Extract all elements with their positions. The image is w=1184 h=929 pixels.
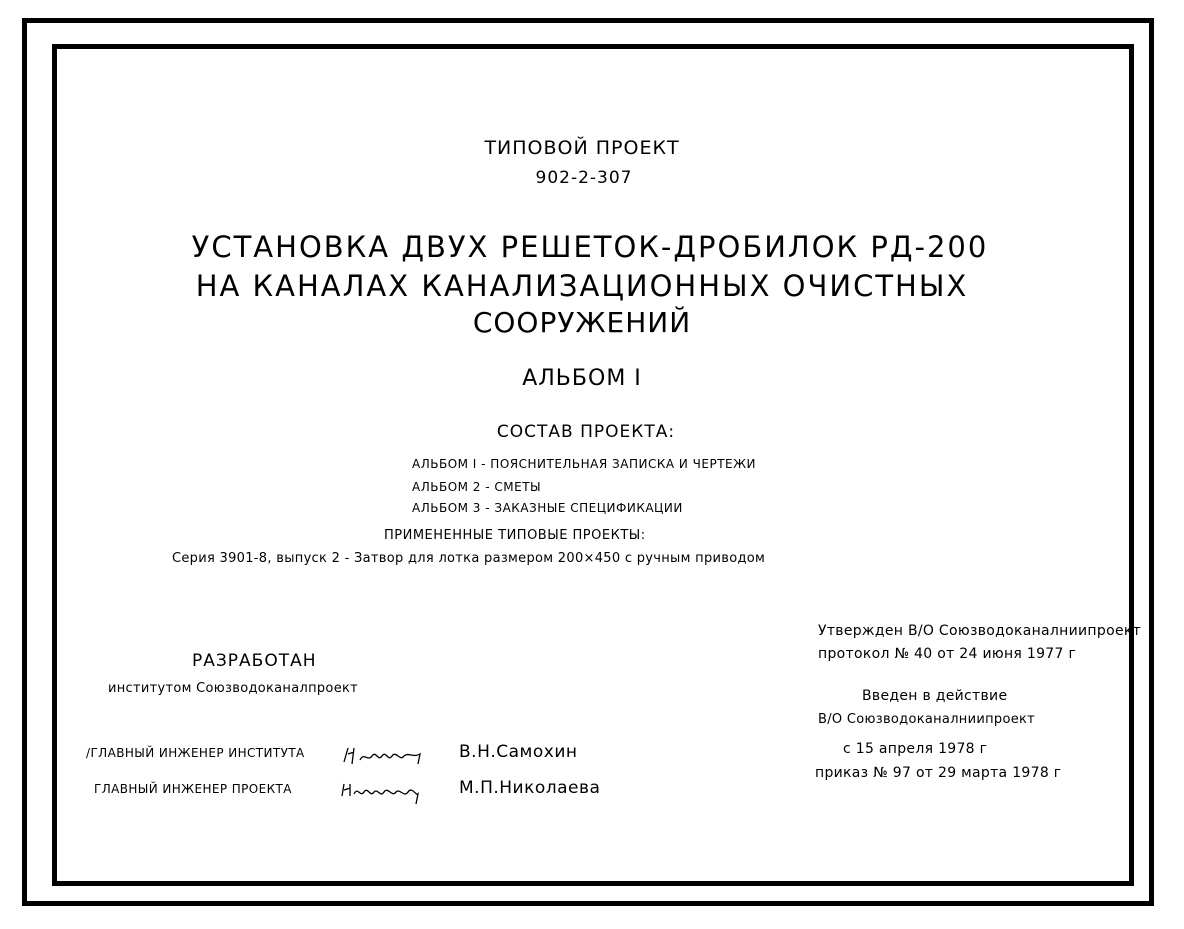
applied-projects-heading: ПРИМЕНЕННЫЕ ТИПОВЫЕ ПРОЕКТЫ: <box>384 528 646 543</box>
enactment-order: приказ № 97 от 29 марта 1978 г <box>815 765 1062 781</box>
handwritten-signature-1 <box>340 740 428 772</box>
composition-item-2: АЛЬБОМ 2 - СМЕТЫ <box>412 480 542 494</box>
enacted-date: с 15 апреля 1978 г <box>843 741 988 757</box>
project-type: ТИПОВОЙ ПРОЕКТ <box>484 137 680 159</box>
enacted-heading: Введен в действие <box>862 688 1008 704</box>
signature-name-1: В.Н.Самохин <box>459 742 578 762</box>
album-label: АЛЬБОМ I <box>522 366 642 391</box>
composition-item-3: АЛЬБОМ 3 - ЗАКАЗНЫЕ СПЕЦИФИКАЦИИ <box>412 501 683 515</box>
signature-name-2: М.П.Николаева <box>459 778 601 798</box>
signature-role-1: /ГЛАВНЫЙ ИНЖЕНЕР ИНСТИТУТА <box>86 746 305 760</box>
title-line-1: УСТАНОВКА ДВУХ РЕШЕТОК-ДРОБИЛОК РД-200 <box>191 230 989 264</box>
enacted-by: В/О Союзводоканалниипроект <box>818 712 1036 727</box>
developer-institute: институтом Союзводоканалпроект <box>108 681 359 696</box>
approval-line-2: протокол № 40 от 24 июня 1977 г <box>818 646 1077 662</box>
developer-heading: РАЗРАБОТАН <box>192 651 317 671</box>
handwritten-signature-2 <box>338 776 424 808</box>
project-number: 902-2-307 <box>535 168 633 188</box>
title-line-3: СООРУЖЕНИЙ <box>472 306 692 339</box>
signature-role-2: ГЛАВНЫЙ ИНЖЕНЕР ПРОЕКТА <box>94 782 292 796</box>
composition-heading: СОСТАВ ПРОЕКТА: <box>496 422 676 442</box>
composition-item-1: АЛЬБОМ I - ПОЯСНИТЕЛЬНАЯ ЗАПИСКА И ЧЕРТЕЖИ <box>412 457 757 471</box>
applied-series: Серия 3901-8, выпуск 2 - Затвор для лотка размером 200×450 с ручным приводом <box>172 551 766 566</box>
approval-line-1: Утвержден В/О Союзводоканалниипроект <box>818 623 1142 639</box>
title-line-2: НА КАНАЛАХ КАНАЛИЗАЦИОННЫХ ОЧИСТНЫХ <box>195 269 969 303</box>
